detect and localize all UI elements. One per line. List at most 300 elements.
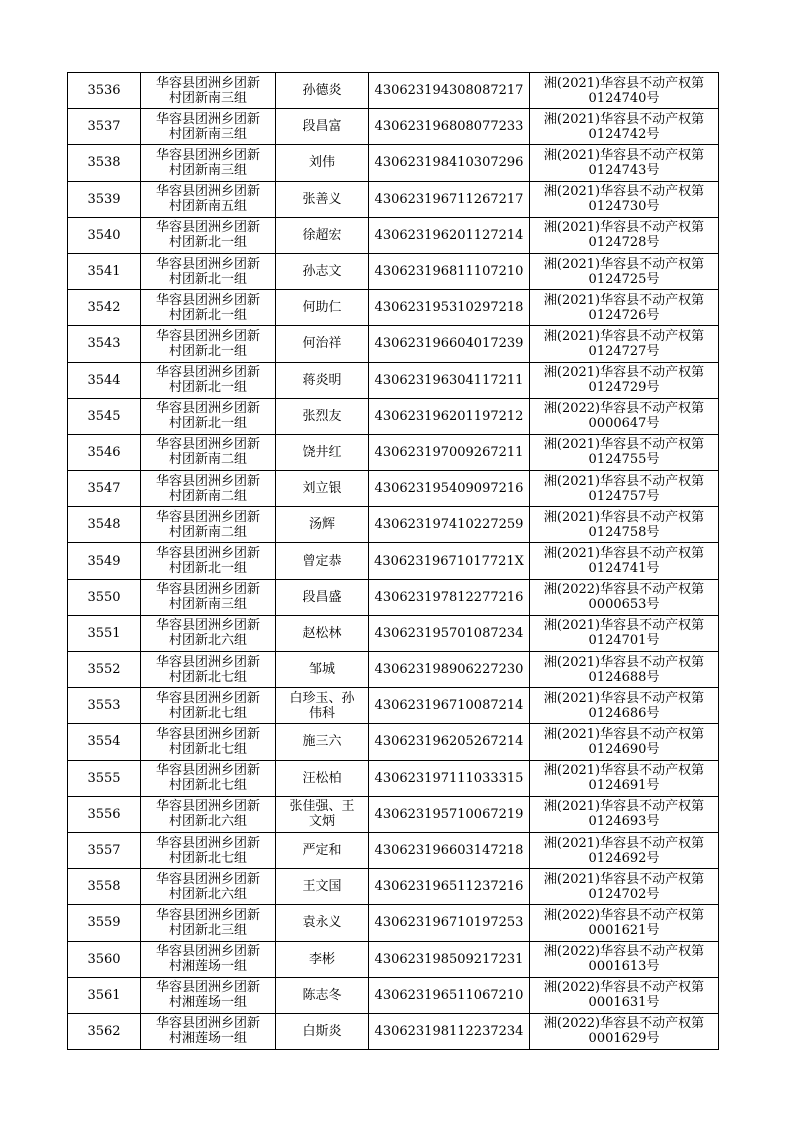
certificate-line-2: 0001621号: [588, 922, 660, 938]
owner-name-line-1: 汤辉: [308, 517, 335, 533]
address-line-2: 村团新南三组: [168, 126, 247, 142]
address-line-2: 村团新北七组: [168, 669, 247, 685]
owner-name-line-1: 李彬: [308, 951, 335, 967]
certificate-line-2: 0124740号: [588, 90, 660, 106]
certificate-cell: [530, 362, 719, 398]
id-number-cell: 430623196710197253: [369, 905, 530, 941]
certificate-line-2: 0124741号: [588, 561, 660, 577]
address-cell: [141, 688, 276, 724]
owner-name-line-1: 饶井红: [302, 444, 342, 460]
row-number-cell: 3562: [68, 1013, 141, 1049]
id-number-cell: 430623196201197212: [369, 398, 530, 434]
row-number-cell: 3544: [68, 362, 141, 398]
owner-name-cell: [276, 326, 369, 362]
address-line-2: 村团新南二组: [168, 488, 247, 504]
table-row: [68, 253, 719, 289]
table-row: [68, 398, 719, 434]
owner-name-line-1: 白珍玉、孙: [289, 690, 355, 706]
certificate-cell: [530, 543, 719, 579]
address-cell: [141, 73, 276, 109]
owner-name-cell: [276, 434, 369, 470]
address-cell: [141, 796, 276, 832]
id-number-cell: 430623197111033315: [369, 760, 530, 796]
owner-name-line-1: 赵松林: [302, 625, 342, 641]
certificate-line-2: 0001629号: [588, 1031, 660, 1047]
address-line-2: 村团新北一组: [168, 380, 247, 396]
address-line-2: 村湘莲场一组: [168, 959, 247, 975]
owner-name-line-1: 刘伟: [308, 155, 335, 171]
certificate-cell: [530, 290, 719, 326]
address-line-2: 村团新北三组: [168, 922, 247, 938]
address-line-1: 华容县团洲乡团新: [155, 980, 260, 996]
id-number-cell: 430623196201127214: [369, 217, 530, 253]
address-line-1: 华容县团洲乡团新: [155, 618, 260, 634]
certificate-cell: [530, 579, 719, 615]
certificate-line-1: 湘(2021)华容县不动产权第: [543, 220, 705, 236]
owner-name-line-1: 徐超宏: [302, 227, 342, 243]
certificate-cell: [530, 1013, 719, 1049]
address-line-1: 华容县团洲乡团新: [155, 328, 260, 344]
address-line-2: 村团新北七组: [168, 778, 247, 794]
table-row: [68, 760, 719, 796]
row-number-cell: 3537: [68, 109, 141, 145]
address-cell: [141, 869, 276, 905]
address-line-2: 村湘莲场一组: [168, 1031, 247, 1047]
address-cell: [141, 615, 276, 651]
table-row: [68, 543, 719, 579]
certificate-line-2: 0124743号: [588, 162, 660, 178]
address-cell: [141, 290, 276, 326]
table-row: [68, 977, 719, 1013]
certificate-cell: [530, 398, 719, 434]
owner-name-cell: [276, 615, 369, 651]
id-number-cell: 430623198112237234: [369, 1013, 530, 1049]
table-row: [68, 434, 719, 470]
table-row: [68, 362, 719, 398]
certificate-line-2: 0124690号: [588, 741, 660, 757]
certificate-line-1: 湘(2021)华容县不动产权第: [543, 111, 705, 127]
id-number-cell: 430623195710067219: [369, 796, 530, 832]
registry-table: [67, 72, 719, 1050]
table-row: [68, 832, 719, 868]
row-number-cell: 3538: [68, 145, 141, 181]
owner-name-cell: [276, 290, 369, 326]
certificate-line-2: 0124727号: [588, 343, 660, 359]
address-cell: [141, 579, 276, 615]
certificate-line-1: 湘(2021)华容县不动产权第: [543, 473, 705, 489]
table-row: [68, 471, 719, 507]
address-cell: [141, 507, 276, 543]
address-line-1: 华容县团洲乡团新: [155, 473, 260, 489]
row-number-cell: 3553: [68, 688, 141, 724]
row-number-cell: 3550: [68, 579, 141, 615]
table-row: [68, 905, 719, 941]
certificate-cell: [530, 652, 719, 688]
table-row: [68, 615, 719, 651]
row-number-cell: 3552: [68, 652, 141, 688]
owner-name-line-2: 伟科: [308, 705, 335, 721]
id-number-cell: 430623198906227230: [369, 652, 530, 688]
table-row: [68, 941, 719, 977]
address-line-1: 华容县团洲乡团新: [155, 546, 260, 562]
owner-name-cell: [276, 181, 369, 217]
address-cell: [141, 652, 276, 688]
id-number-cell: 430623198410307296: [369, 145, 530, 181]
owner-name-line-1: 曾定恭: [302, 553, 342, 569]
owner-name-cell: [276, 471, 369, 507]
owner-name-cell: [276, 941, 369, 977]
row-number-cell: 3551: [68, 615, 141, 651]
certificate-cell: [530, 109, 719, 145]
address-line-2: 村团新北七组: [168, 705, 247, 721]
certificate-line-1: 湘(2022)华容县不动产权第: [543, 907, 705, 923]
owner-name-cell: [276, 869, 369, 905]
certificate-cell: [530, 977, 719, 1013]
id-number-cell: 430623197812277216: [369, 579, 530, 615]
certificate-line-2: 0124693号: [588, 814, 660, 830]
certificate-line-2: 0124691号: [588, 778, 660, 794]
owner-name-cell: [276, 796, 369, 832]
table-row: [68, 73, 719, 109]
address-line-1: 华容县团洲乡团新: [155, 799, 260, 815]
address-line-2: 村团新北六组: [168, 814, 247, 830]
certificate-line-2: 0124728号: [588, 235, 660, 251]
row-number-cell: 3546: [68, 434, 141, 470]
address-line-2: 村团新北一组: [168, 343, 247, 359]
id-number-cell: 430623196205267214: [369, 724, 530, 760]
address-line-2: 村团新北一组: [168, 235, 247, 251]
row-number-cell: 3554: [68, 724, 141, 760]
owner-name-line-2: 文炳: [308, 814, 335, 830]
row-number-cell: 3542: [68, 290, 141, 326]
address-cell: [141, 977, 276, 1013]
row-number-cell: 3540: [68, 217, 141, 253]
address-line-1: 华容县团洲乡团新: [155, 944, 260, 960]
owner-name-cell: [276, 507, 369, 543]
owner-name-line-1: 段昌盛: [302, 589, 342, 605]
certificate-cell: [530, 688, 719, 724]
owner-name-cell: [276, 73, 369, 109]
certificate-cell: [530, 832, 719, 868]
certificate-line-1: 湘(2021)华容县不动产权第: [543, 618, 705, 634]
owner-name-cell: [276, 579, 369, 615]
table-row: [68, 507, 719, 543]
owner-name-line-1: 邹城: [308, 662, 335, 678]
address-line-1: 华容县团洲乡团新: [155, 509, 260, 525]
row-number-cell: 3541: [68, 253, 141, 289]
certificate-cell: [530, 217, 719, 253]
table-row: [68, 326, 719, 362]
certificate-line-2: 0124742号: [588, 126, 660, 142]
id-number-cell: 430623196511237216: [369, 869, 530, 905]
row-number-cell: 3548: [68, 507, 141, 543]
certificate-line-1: 湘(2021)华容县不动产权第: [543, 871, 705, 887]
certificate-line-1: 湘(2021)华容县不动产权第: [543, 328, 705, 344]
id-number-cell: 430623196304117211: [369, 362, 530, 398]
certificate-cell: [530, 253, 719, 289]
row-number-cell: 3549: [68, 543, 141, 579]
id-number-cell: 430623197410227259: [369, 507, 530, 543]
address-cell: [141, 905, 276, 941]
owner-name-cell: [276, 362, 369, 398]
row-number-cell: 3559: [68, 905, 141, 941]
certificate-line-1: 湘(2021)华容县不动产权第: [543, 690, 705, 706]
row-number-cell: 3561: [68, 977, 141, 1013]
address-line-1: 华容县团洲乡团新: [155, 184, 260, 200]
address-cell: [141, 326, 276, 362]
certificate-cell: [530, 724, 719, 760]
address-cell: [141, 543, 276, 579]
id-number-cell: 430623196711267217: [369, 181, 530, 217]
address-line-1: 华容县团洲乡团新: [155, 437, 260, 453]
address-line-1: 华容县团洲乡团新: [155, 147, 260, 163]
certificate-line-2: 0124729号: [588, 380, 660, 396]
address-line-1: 华容县团洲乡团新: [155, 256, 260, 272]
address-cell: [141, 471, 276, 507]
owner-name-cell: [276, 1013, 369, 1049]
owner-name-line-1: 袁永义: [302, 915, 342, 931]
certificate-cell: [530, 905, 719, 941]
id-number-cell: 430623195409097216: [369, 471, 530, 507]
address-line-2: 村团新南三组: [168, 162, 247, 178]
owner-name-cell: [276, 253, 369, 289]
owner-name-cell: [276, 760, 369, 796]
row-number-cell: 3547: [68, 471, 141, 507]
address-line-2: 村团新北一组: [168, 561, 247, 577]
certificate-line-1: 湘(2021)华容县不动产权第: [543, 509, 705, 525]
row-number-cell: 3545: [68, 398, 141, 434]
certificate-line-2: 0000647号: [588, 416, 660, 432]
certificate-cell: [530, 869, 719, 905]
address-line-1: 华容县团洲乡团新: [155, 763, 260, 779]
table-row: [68, 217, 719, 253]
address-line-1: 华容县团洲乡团新: [155, 726, 260, 742]
certificate-line-1: 湘(2021)华容县不动产权第: [543, 763, 705, 779]
owner-name-cell: [276, 905, 369, 941]
owner-name-cell: [276, 543, 369, 579]
id-number-cell: 430623195701087234: [369, 615, 530, 651]
certificate-cell: [530, 145, 719, 181]
address-line-2: 村团新北一组: [168, 307, 247, 323]
id-number-cell: 430623197009267211: [369, 434, 530, 470]
certificate-line-2: 0124755号: [588, 452, 660, 468]
owner-name-line-1: 施三六: [302, 734, 342, 750]
certificate-cell: [530, 181, 719, 217]
address-cell: [141, 724, 276, 760]
id-number-cell: 43062319671017721X: [369, 543, 530, 579]
table-row: [68, 145, 719, 181]
table-row: [68, 652, 719, 688]
address-line-1: 华容县团洲乡团新: [155, 907, 260, 923]
certificate-line-2: 0124730号: [588, 199, 660, 215]
id-number-cell: 430623196603147218: [369, 832, 530, 868]
address-line-1: 华容县团洲乡团新: [155, 654, 260, 670]
owner-name-cell: [276, 398, 369, 434]
address-line-1: 华容县团洲乡团新: [155, 292, 260, 308]
owner-name-line-1: 刘立银: [302, 481, 342, 497]
certificate-line-1: 湘(2021)华容县不动产权第: [543, 799, 705, 815]
certificate-cell: [530, 471, 719, 507]
address-cell: [141, 832, 276, 868]
table-row: [68, 109, 719, 145]
certificate-line-1: 湘(2021)华容县不动产权第: [543, 256, 705, 272]
table-row: [68, 688, 719, 724]
certificate-line-2: 0124688号: [588, 669, 660, 685]
address-cell: [141, 253, 276, 289]
owner-name-cell: [276, 977, 369, 1013]
address-line-1: 华容县团洲乡团新: [155, 1016, 260, 1032]
address-cell: [141, 217, 276, 253]
address-line-2: 村团新南二组: [168, 452, 247, 468]
certificate-line-1: 湘(2022)华容县不动产权第: [543, 401, 705, 417]
certificate-line-2: 0124686号: [588, 705, 660, 721]
certificate-line-2: 0124692号: [588, 850, 660, 866]
certificate-line-1: 湘(2022)华容县不动产权第: [543, 944, 705, 960]
address-line-2: 村团新北七组: [168, 850, 247, 866]
id-number-cell: 430623196710087214: [369, 688, 530, 724]
address-cell: [141, 109, 276, 145]
row-number-cell: 3560: [68, 941, 141, 977]
certificate-line-1: 湘(2021)华容县不动产权第: [543, 292, 705, 308]
owner-name-line-1: 陈志冬: [302, 987, 342, 1003]
address-line-1: 华容县团洲乡团新: [155, 220, 260, 236]
certificate-line-2: 0124725号: [588, 271, 660, 287]
address-line-1: 华容县团洲乡团新: [155, 365, 260, 381]
owner-name-cell: [276, 145, 369, 181]
certificate-line-1: 湘(2021)华容县不动产权第: [543, 835, 705, 851]
certificate-cell: [530, 796, 719, 832]
certificate-line-2: 0124726号: [588, 307, 660, 323]
table-row: [68, 796, 719, 832]
row-number-cell: 3543: [68, 326, 141, 362]
certificate-line-2: 0124702号: [588, 886, 660, 902]
address-line-1: 华容县团洲乡团新: [155, 401, 260, 417]
registry-table-body: [68, 73, 719, 1050]
certificate-line-1: 湘(2021)华容县不动产权第: [543, 184, 705, 200]
row-number-cell: 3556: [68, 796, 141, 832]
id-number-cell: 430623196604017239: [369, 326, 530, 362]
address-line-1: 华容县团洲乡团新: [155, 871, 260, 887]
owner-name-line-1: 蒋炎明: [302, 372, 342, 388]
certificate-line-2: 0000653号: [588, 597, 660, 613]
certificate-line-1: 湘(2022)华容县不动产权第: [543, 582, 705, 598]
owner-name-cell: [276, 652, 369, 688]
address-line-1: 华容县团洲乡团新: [155, 75, 260, 91]
certificate-cell: [530, 941, 719, 977]
owner-name-cell: [276, 724, 369, 760]
owner-name-line-1: 段昌富: [302, 119, 342, 135]
address-cell: [141, 941, 276, 977]
certificate-line-1: 湘(2021)华容县不动产权第: [543, 654, 705, 670]
address-line-2: 村湘莲场一组: [168, 995, 247, 1011]
address-cell: [141, 145, 276, 181]
owner-name-cell: [276, 832, 369, 868]
address-cell: [141, 398, 276, 434]
owner-name-line-1: 孙志文: [302, 264, 342, 280]
table-row: [68, 869, 719, 905]
id-number-cell: 430623196511067210: [369, 977, 530, 1013]
address-cell: [141, 434, 276, 470]
table-row: [68, 181, 719, 217]
certificate-cell: [530, 434, 719, 470]
id-number-cell: 430623196811107210: [369, 253, 530, 289]
address-cell: [141, 1013, 276, 1049]
address-cell: [141, 181, 276, 217]
address-line-1: 华容县团洲乡团新: [155, 582, 260, 598]
owner-name-line-1: 王文国: [302, 879, 342, 895]
owner-name-line-1: 何治祥: [302, 336, 342, 352]
certificate-line-1: 湘(2021)华容县不动产权第: [543, 147, 705, 163]
address-line-2: 村团新北七组: [168, 741, 247, 757]
certificate-line-2: 0124758号: [588, 524, 660, 540]
address-line-2: 村团新北一组: [168, 271, 247, 287]
id-number-cell: 430623194308087217: [369, 73, 530, 109]
owner-name-line-1: 汪松柏: [302, 770, 342, 786]
certificate-line-1: 湘(2021)华容县不动产权第: [543, 75, 705, 91]
address-line-2: 村团新南三组: [168, 90, 247, 106]
certificate-cell: [530, 615, 719, 651]
certificate-cell: [530, 760, 719, 796]
owner-name-line-1: 何助仁: [302, 300, 342, 316]
id-number-cell: 430623196808077233: [369, 109, 530, 145]
certificate-line-2: 0124757号: [588, 488, 660, 504]
certificate-line-2: 0001613号: [588, 959, 660, 975]
certificate-line-1: 湘(2021)华容县不动产权第: [543, 546, 705, 562]
address-line-1: 华容县团洲乡团新: [155, 111, 260, 127]
certificate-line-1: 湘(2021)华容县不动产权第: [543, 437, 705, 453]
id-number-cell: 430623195310297218: [369, 290, 530, 326]
owner-name-line-1: 张善义: [302, 191, 342, 207]
certificate-cell: [530, 507, 719, 543]
owner-name-cell: [276, 688, 369, 724]
certificate-line-2: 0001631号: [588, 995, 660, 1011]
certificate-cell: [530, 326, 719, 362]
address-line-2: 村团新北六组: [168, 886, 247, 902]
table-row: [68, 1013, 719, 1049]
table-row: [68, 579, 719, 615]
address-line-2: 村团新南三组: [168, 597, 247, 613]
row-number-cell: 3558: [68, 869, 141, 905]
address-line-2: 村团新南二组: [168, 524, 247, 540]
certificate-line-1: 湘(2022)华容县不动产权第: [543, 1016, 705, 1032]
owner-name-cell: [276, 109, 369, 145]
address-line-2: 村团新北六组: [168, 633, 247, 649]
certificate-line-1: 湘(2021)华容县不动产权第: [543, 726, 705, 742]
row-number-cell: 3555: [68, 760, 141, 796]
certificate-line-1: 湘(2021)华容县不动产权第: [543, 365, 705, 381]
owner-name-line-1: 张佳强、王: [289, 799, 355, 815]
owner-name-cell: [276, 217, 369, 253]
row-number-cell: 3536: [68, 73, 141, 109]
address-line-1: 华容县团洲乡团新: [155, 690, 260, 706]
owner-name-line-1: 严定和: [302, 843, 342, 859]
owner-name-line-1: 白斯炎: [302, 1023, 342, 1039]
owner-name-line-1: 张烈友: [302, 408, 342, 424]
certificate-cell: [530, 73, 719, 109]
owner-name-line-1: 孙德炎: [302, 83, 342, 99]
table-row: [68, 290, 719, 326]
row-number-cell: 3557: [68, 832, 141, 868]
table-row: [68, 724, 719, 760]
id-number-cell: 430623198509217231: [369, 941, 530, 977]
address-line-1: 华容县团洲乡团新: [155, 835, 260, 851]
row-number-cell: 3539: [68, 181, 141, 217]
address-cell: [141, 760, 276, 796]
address-cell: [141, 362, 276, 398]
certificate-line-1: 湘(2022)华容县不动产权第: [543, 980, 705, 996]
certificate-line-2: 0124701号: [588, 633, 660, 649]
address-line-2: 村团新北一组: [168, 416, 247, 432]
